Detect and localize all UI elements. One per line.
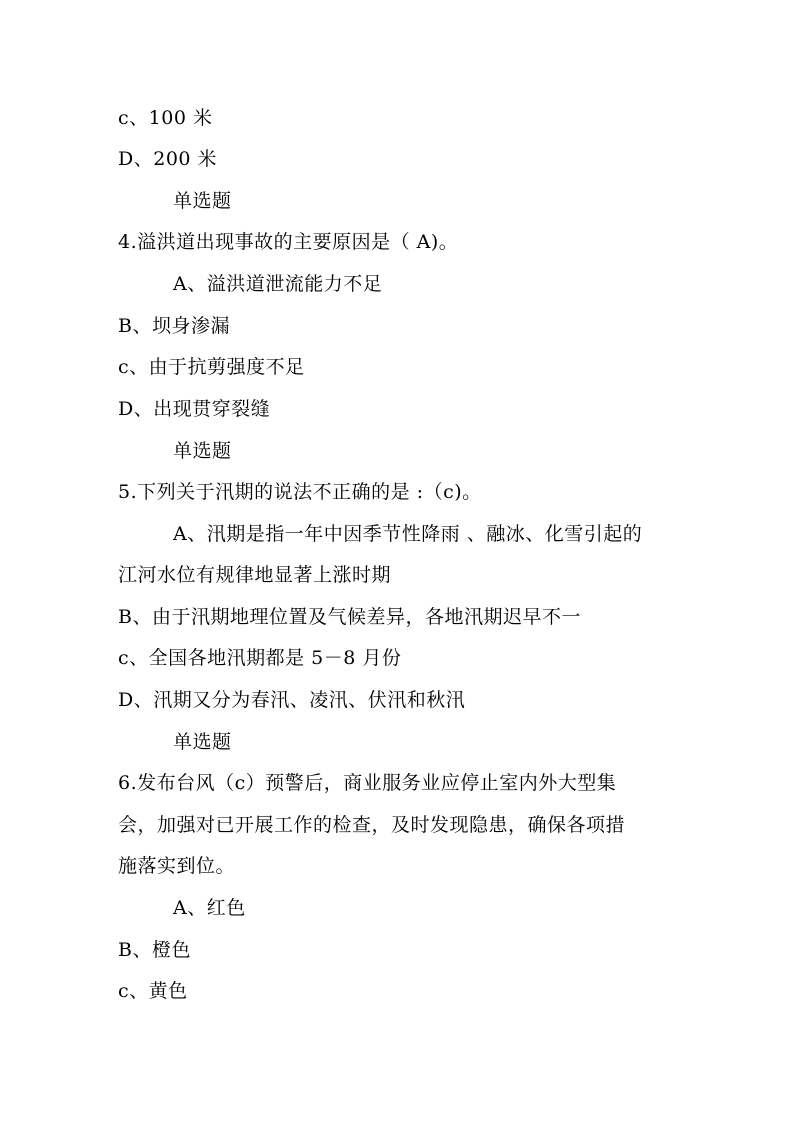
question-6-line1: 6.发布台风（c）预警后，商业服务业应停止室内外大型集 bbox=[118, 772, 617, 794]
question-5: 5.下列关于汛期的说法不正确的是 :（c)。 bbox=[118, 481, 482, 503]
option-d-q4: D、出现贯穿裂缝 bbox=[118, 398, 271, 420]
question-6-line3: 施落实到位。 bbox=[118, 855, 236, 877]
option-a-q5-line2: 江河水位有规律地显著上涨时期 bbox=[118, 564, 392, 586]
option-a-q5-line1: A、汛期是指一年中因季节性降雨 、融冰、化雪引起的 bbox=[173, 523, 643, 545]
option-b-q4: B、坝身渗漏 bbox=[118, 315, 230, 337]
option-c-q6: c、黄色 bbox=[118, 980, 188, 1002]
option-d-q5: D、汛期又分为春汛、凌汛、伏汛和秋汛 bbox=[118, 689, 466, 711]
option-c-q5: c、全国各地汛期都是 5－8 月份 bbox=[118, 647, 402, 669]
question-4: 4.溢洪道出现事故的主要原因是（ A)。 bbox=[118, 231, 459, 253]
question-type-label: 单选题 bbox=[173, 731, 232, 753]
option-d-q3: D、200 米 bbox=[118, 148, 218, 170]
option-c-q3: c、100 米 bbox=[118, 107, 213, 129]
question-type-label: 单选题 bbox=[173, 190, 232, 212]
option-a-q4: A、溢洪道泄流能力不足 bbox=[173, 273, 383, 295]
question-6-line2: 会，加强对已开展工作的检查，及时发现隐患，确保各项措 bbox=[118, 814, 626, 836]
option-b-q6: B、橙色 bbox=[118, 939, 191, 961]
question-type-label: 单选题 bbox=[173, 440, 232, 462]
option-c-q4: c、由于抗剪强度不足 bbox=[118, 356, 305, 378]
option-a-q6: A、红色 bbox=[173, 897, 246, 919]
option-b-q5: B、由于汛期地理位置及气候差异，各地汛期迟早不一 bbox=[118, 606, 581, 628]
